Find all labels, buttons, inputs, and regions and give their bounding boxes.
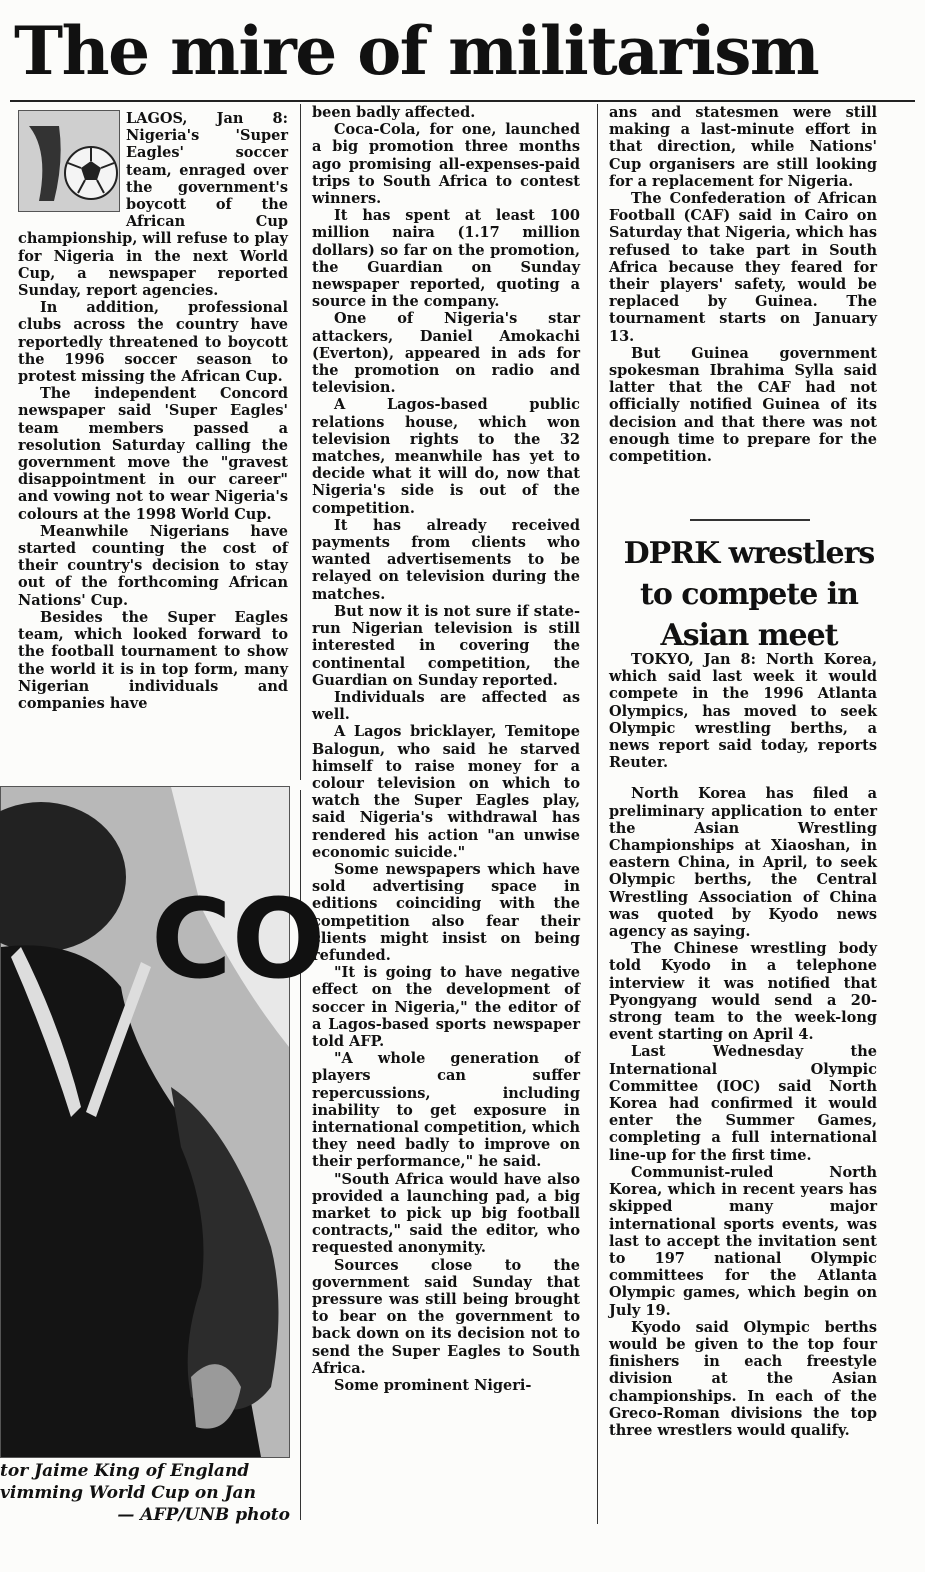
paragraph: In addition, professional clubs across the country have reportedly threatened to boycott the 1996 soccer season to protest missing the African Cup.	[18, 299, 288, 386]
paragraph: Coca-Cola, for one, launched a big promotion three months ago promising all-expenses-paid trips to South Africa to contest winners.	[312, 121, 580, 208]
paragraph: LAGOS, Jan 8: Nigeria's 'Super Eagles' soccer team, enraged over the government's boycott of the African Cup championship, will refuse to play for Nigeria in the next World Cup, a newspaper reported Sunday, report agencies.	[18, 110, 288, 300]
paragraph: Last Wednesday the International Olympic Committee (IOC) said North Korea had confirmed it would enter the Summer Games, completing a full international line-up for the first time.	[609, 1043, 877, 1164]
paragraph: Some prominent Nigeri-	[334, 1377, 532, 1395]
paragraph: been badly affected.	[312, 104, 476, 121]
paragraph: The Chinese wrestling body told Kyodo in a telephone interview it was notified that Pyongyang would send a 20-strong team to the week-long event starting on April 4.	[609, 940, 877, 1044]
section-divider	[690, 519, 810, 521]
paragraph: Kyodo said Olympic berths would be given to the top four finishers in each freestyle division at the Asian championships. In each of the Greco-Roman divisions the top three wrestlers would qualify.	[609, 1318, 877, 1439]
article1-column-1	[18, 110, 288, 712]
paragraph: Some newspapers which have sold advertising space in editions coinciding with the competition also fear their clients might insist on being refunded.	[312, 860, 580, 964]
paragraph: TOKYO, Jan 8: North Korea, which said last week it would compete in the 1996 Atlanta Olympics, has moved to seek Olympic wrestling berths, a news report said today, reports Reuter.	[609, 651, 877, 772]
photo-caption	[0, 1460, 300, 1526]
paragraph: But now it is not sure if state-run Nigerian television is still interested in covering the continental competition, the Guardian on Sunday reported.	[312, 602, 580, 689]
news-photo	[0, 786, 326, 1458]
article2-body	[609, 651, 877, 1439]
paragraph: The independent Concord newspaper said 'Super Eagles' team members passed a resolution Saturday calling the government move the "gravest disappointment in our career" and vowing not to wear Nigeria's colours at the 1998 World Cup.	[18, 385, 288, 523]
paragraph: The Confederation of African Football (CAF) said in Cairo on Saturday that Nigeria, which has refused to take part in South Africa because they feared for their players' safety, would be replaced by Guinea. The tournament starts on January 13.	[609, 190, 877, 345]
soccer-ball-icon	[18, 110, 120, 212]
paragraph: Meanwhile Nigerians have started counting the cost of their country's decision to stay out of the forthcoming African Nations' Cup.	[18, 522, 288, 609]
svg-text:CO: CO	[151, 875, 326, 1003]
paragraph: "South Africa would have also provided a launching pad, a big market to pick up big football contracts," said the editor, who requested anonymity.	[312, 1170, 580, 1257]
caption-line: tor Jaime King of England	[0, 1461, 250, 1481]
column-divider	[597, 104, 598, 1524]
paragraph: A Lagos bricklayer, Temitope Balogun, who said he starved himself to raise money for a colour television on which to watch the Super Eagles play, said Nigeria's withdrawal has rendered his action "an unwise economic suicide."	[312, 723, 580, 861]
article1-column-3	[609, 104, 877, 465]
paragraph: ans and statesmen were still making a last-minute effort in that direction, while Nations' Cup organisers are still looking for a replacement for Nigeria.	[609, 104, 877, 190]
paragraph: "A whole generation of players can suffer repercussions, including inability to get exposure in international competition, which they need badly to improve on their performance," he said.	[312, 1050, 580, 1171]
paragraph: Individuals are affected as well.	[312, 688, 580, 724]
article1-column-2	[312, 104, 580, 1394]
headline: The mire of militarism	[14, 12, 819, 90]
paragraph: Sources close to the government said Sunday that pressure was still being brought to bear on the government to back down on its decision not to send the Super Eagles to South Africa.	[312, 1256, 580, 1377]
caption-line: vimming World Cup on Jan	[0, 1483, 256, 1503]
article2-headline: DPRK wrestlers to compete in Asian meet	[623, 536, 875, 653]
paragraph: Besides the Super Eagles team, which looked forward to the football tournament to show the world it is in top form, many Nigerian individuals and companies have	[18, 608, 288, 712]
top-rule	[10, 100, 915, 102]
photo-credit: — AFP/UNB photo	[117, 1505, 290, 1525]
paragraph: A Lagos-based public relations house, which won television rights to the 32 matches, meanwhile has yet to decide what it will do, now that Nigeria's side is out of the competition.	[312, 396, 580, 517]
paragraph: Communist-ruled North Korea, which in recent years has skipped many major international sports events, was last to accept the invitation sent to 197 national Olympic committees for the Atlanta Olympic games, which begin on July 19.	[609, 1163, 877, 1319]
column-divider	[300, 104, 301, 780]
paragraph: It has already received payments from clients who wanted advertisements to be relayed on television during the matches.	[312, 516, 580, 603]
paragraph: It has spent at least 100 million naira (1.17 million dollars) so far on the promotion, the Guardian on Sunday newspaper reported, quoting a source in the company.	[312, 207, 580, 311]
paragraph: "It is going to have negative effect on the development of soccer in Nigeria," the editor of a Lagos-based sports newspaper told AFP.	[312, 964, 580, 1050]
paragraph: But Guinea government spokesman Ibrahima Sylla said latter that the CAF had not officially notified Guinea of its decision and that there was not enough time to prepare for the competition.	[609, 344, 877, 466]
paragraph: One of Nigeria's star attackers, Daniel Amokachi (Everton), appeared in ads for the promotion on radio and television.	[312, 310, 580, 397]
paragraph: North Korea has filed a preliminary application to enter the Asian Wrestling Championships at Xiaoshan, in eastern China, in April, to seek Olympic berths, the Central Wrestling Association of China was quoted by Kyodo news agency as saying.	[609, 785, 877, 941]
